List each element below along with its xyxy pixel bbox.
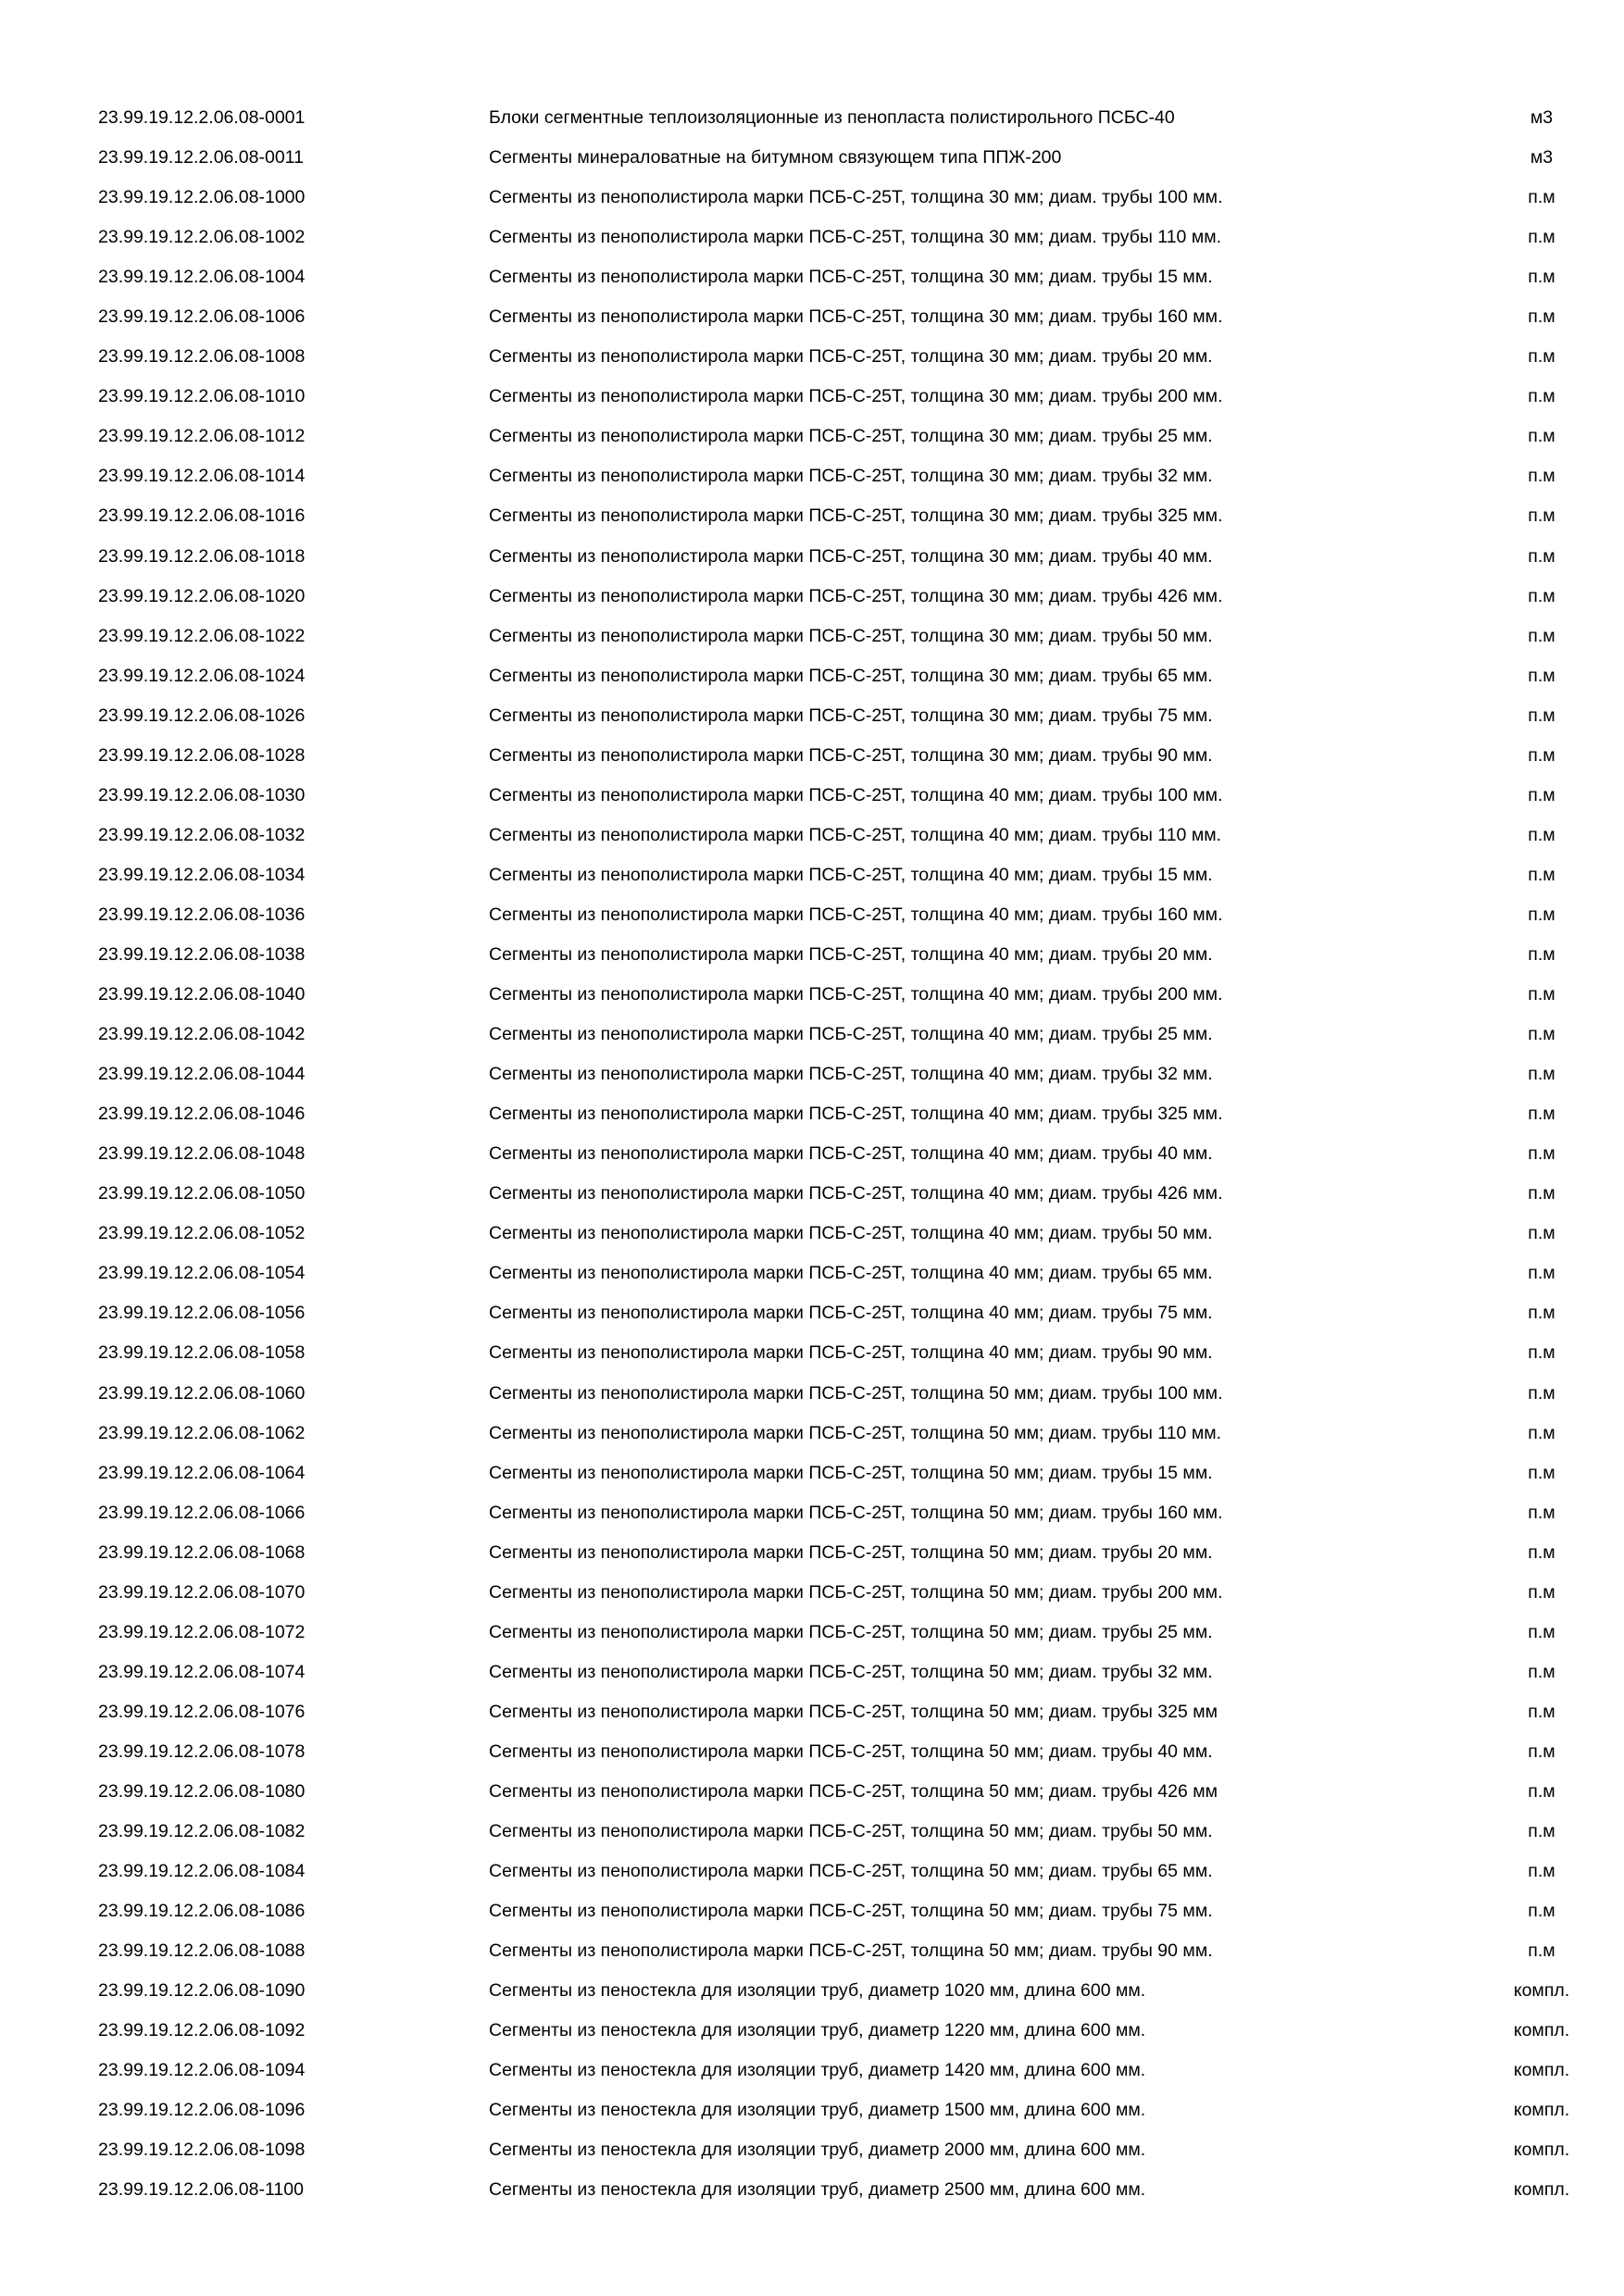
table-row — [0, 1937, 1624, 1977]
table-row — [0, 1259, 1624, 1299]
resource-unit: п.м — [1528, 386, 1555, 407]
table-row — [0, 2016, 1624, 2056]
resource-code: 23.99.19.12.2.06.08-1090 — [98, 1980, 306, 2002]
resource-unit: п.м — [1528, 1701, 1555, 1722]
resource-unit: п.м — [1528, 904, 1555, 925]
table-row — [0, 1857, 1624, 1897]
table-row — [0, 582, 1624, 622]
resource-code: 23.99.19.12.2.06.08-1060 — [98, 1382, 306, 1404]
resource-name: Сегменты из пенополистирола марки ПСБ-С-25Т, толщина 50 мм; диам. трубы 110 мм. — [489, 1422, 1222, 1443]
resource-name: Сегменты из пенополистирола марки ПСБ-С-25Т, толщина 30 мм; диам. трубы 32 мм. — [489, 466, 1213, 487]
resource-code: 23.99.19.12.2.06.08-1030 — [98, 784, 306, 805]
table-row — [0, 1539, 1624, 1578]
table-row — [0, 781, 1624, 821]
resource-unit: п.м — [1528, 1741, 1555, 1762]
resource-name: Сегменты из пенополистирола марки ПСБ-С-25Т, толщина 40 мм; диам. трубы 40 мм. — [489, 1143, 1213, 1165]
table-row — [0, 1020, 1624, 1060]
resource-code: 23.99.19.12.2.06.08-1040 — [98, 984, 306, 1005]
resource-unit: п.м — [1528, 585, 1555, 606]
resource-name: Сегменты из пенополистирола марки ПСБ-С-25Т, толщина 40 мм; диам. трубы 426 мм. — [489, 1183, 1223, 1204]
resource-name: Сегменты из пенополистирола марки ПСБ-С-25Т, толщина 40 мм; диам. трубы 20 мм. — [489, 943, 1213, 965]
resource-unit: п.м — [1528, 1502, 1555, 1523]
resource-code: 23.99.19.12.2.06.08-1086 — [98, 1901, 306, 1922]
table-row — [0, 1658, 1624, 1698]
resource-code: 23.99.19.12.2.06.08-1002 — [98, 227, 306, 248]
table-row — [0, 543, 1624, 582]
resource-unit: п.м — [1528, 466, 1555, 487]
resource-unit: п.м — [1528, 1621, 1555, 1642]
table-row — [0, 343, 1624, 382]
resource-code: 23.99.19.12.2.06.08-0001 — [98, 107, 306, 128]
table-row — [0, 263, 1624, 303]
resource-code: 23.99.19.12.2.06.08-1036 — [98, 904, 306, 925]
resource-name: Сегменты из пенополистирола марки ПСБ-С-25Т, толщина 30 мм; диам. трубы 90 мм. — [489, 744, 1213, 766]
resource-code: 23.99.19.12.2.06.08-1096 — [98, 2100, 306, 2121]
resource-unit: компл. — [1513, 2020, 1570, 2041]
table-row — [0, 2096, 1624, 2136]
table-row — [0, 462, 1624, 502]
table-row — [0, 821, 1624, 861]
resource-code: 23.99.19.12.2.06.08-1032 — [98, 824, 306, 845]
resource-code: 23.99.19.12.2.06.08-1100 — [98, 2179, 304, 2201]
resource-name: Сегменты из пеностекла для изоляции труб, диаметр 1420 мм, длина 600 мм. — [489, 2060, 1146, 2081]
resource-name: Сегменты из пенополистирола марки ПСБ-С-25Т, толщина 50 мм; диам. трубы 90 мм. — [489, 1940, 1213, 1962]
resource-name: Сегменты из пенополистирола марки ПСБ-С-25Т, толщина 50 мм; диам. трубы 160 мм. — [489, 1502, 1223, 1523]
resource-code: 23.99.19.12.2.06.08-1084 — [98, 1861, 306, 1882]
resource-name: Сегменты из пенополистирола марки ПСБ-С-25Т, толщина 30 мм; диам. трубы 160 мм. — [489, 306, 1223, 328]
resource-code: 23.99.19.12.2.06.08-1048 — [98, 1143, 306, 1165]
resource-code: 23.99.19.12.2.06.08-1094 — [98, 2060, 306, 2081]
resource-unit: п.м — [1528, 1303, 1555, 1324]
table-row — [0, 1140, 1624, 1179]
resource-unit: п.м — [1528, 346, 1555, 368]
resource-code: 23.99.19.12.2.06.08-1072 — [98, 1621, 306, 1642]
resource-unit: компл. — [1513, 2179, 1570, 2201]
table-row — [0, 1060, 1624, 1100]
resource-code: 23.99.19.12.2.06.08-1074 — [98, 1661, 306, 1682]
table-row — [0, 1977, 1624, 2016]
resource-unit: п.м — [1528, 1821, 1555, 1842]
resource-unit: п.м — [1528, 1263, 1555, 1284]
resource-name: Сегменты из пенополистирола марки ПСБ-С-25Т, толщина 40 мм; диам. трубы 65 мм. — [489, 1263, 1213, 1284]
resource-name: Сегменты из пенополистирола марки ПСБ-С-25Т, толщина 50 мм; диам. трубы 50 мм. — [489, 1821, 1213, 1842]
resource-unit: компл. — [1513, 2060, 1570, 2081]
resource-unit: п.м — [1528, 864, 1555, 885]
resource-name: Сегменты из пенополистирола марки ПСБ-С-25Т, толщина 50 мм; диам. трубы 15 мм. — [489, 1462, 1213, 1483]
resource-unit: м3 — [1530, 107, 1554, 128]
resource-name: Сегменты из пенополистирола марки ПСБ-С-25Т, толщина 50 мм; диам. трубы 32 мм. — [489, 1661, 1213, 1682]
resource-name: Сегменты из пенополистирола марки ПСБ-С-25Т, толщина 50 мм; диам. трубы 200 мм. — [489, 1581, 1223, 1603]
table-row — [0, 1339, 1624, 1379]
resource-code: 23.99.19.12.2.06.08-1076 — [98, 1701, 306, 1722]
resource-unit: п.м — [1528, 744, 1555, 766]
resource-unit: п.м — [1528, 187, 1555, 208]
resource-unit: п.м — [1528, 1780, 1555, 1802]
table-row — [0, 1499, 1624, 1539]
table-row — [0, 382, 1624, 422]
resource-code: 23.99.19.12.2.06.08-1044 — [98, 1064, 306, 1085]
table-row — [0, 1698, 1624, 1738]
table-row — [0, 303, 1624, 343]
resource-name: Сегменты из пенополистирола марки ПСБ-С-25Т, толщина 50 мм; диам. трубы 65 мм. — [489, 1861, 1213, 1882]
resource-unit: п.м — [1528, 1342, 1555, 1364]
table-row — [0, 2136, 1624, 2176]
resource-name: Сегменты из пенополистирола марки ПСБ-С-25Т, толщина 40 мм; диам. трубы 110 мм. — [489, 824, 1222, 845]
resource-unit: п.м — [1528, 306, 1555, 328]
resource-name: Сегменты из пенополистирола марки ПСБ-С-25Т, толщина 40 мм; диам. трубы 15 мм. — [489, 864, 1213, 885]
resource-name: Сегменты из пенополистирола марки ПСБ-С-25Т, толщина 50 мм; диам. трубы 325 мм — [489, 1701, 1218, 1722]
resource-code: 23.99.19.12.2.06.08-1028 — [98, 744, 306, 766]
resource-unit: п.м — [1528, 545, 1555, 567]
resource-code: 23.99.19.12.2.06.08-1004 — [98, 267, 306, 288]
resource-unit: п.м — [1528, 1940, 1555, 1962]
resource-unit: п.м — [1528, 824, 1555, 845]
resource-name: Сегменты из пенополистирола марки ПСБ-С-25Т, толщина 30 мм; диам. трубы 426 мм. — [489, 585, 1223, 606]
resource-unit: п.м — [1528, 625, 1555, 646]
resource-code: 23.99.19.12.2.06.08-1000 — [98, 187, 306, 208]
resource-name: Сегменты из пенополистирола марки ПСБ-С-25Т, толщина 30 мм; диам. трубы 50 мм. — [489, 625, 1213, 646]
resource-code: 23.99.19.12.2.06.08-1066 — [98, 1502, 306, 1523]
resource-code: 23.99.19.12.2.06.08-1082 — [98, 1821, 306, 1842]
table-row — [0, 422, 1624, 462]
resource-unit: п.м — [1528, 943, 1555, 965]
resource-code: 23.99.19.12.2.06.08-1064 — [98, 1462, 306, 1483]
table-row — [0, 1738, 1624, 1778]
resource-name: Сегменты из пенополистирола марки ПСБ-С-25Т, толщина 40 мм; диам. трубы 25 мм. — [489, 1024, 1213, 1045]
table-row — [0, 1817, 1624, 1857]
resource-name: Сегменты из пенополистирола марки ПСБ-С-25Т, толщина 50 мм; диам. трубы 25 мм. — [489, 1621, 1213, 1642]
resource-name: Сегменты из пенополистирола марки ПСБ-С-25Т, толщина 50 мм; диам. трубы 75 мм. — [489, 1901, 1213, 1922]
table-row — [0, 1778, 1624, 1817]
resource-name: Сегменты из пенополистирола марки ПСБ-С-25Т, толщина 30 мм; диам. трубы 75 мм. — [489, 705, 1213, 726]
resource-name: Сегменты из пенополистирола марки ПСБ-С-25Т, толщина 40 мм; диам. трубы 325 мм. — [489, 1104, 1223, 1125]
resource-code: 23.99.19.12.2.06.08-1046 — [98, 1104, 306, 1125]
resource-name: Сегменты из пенополистирола марки ПСБ-С-25Т, толщина 30 мм; диам. трубы 20 мм. — [489, 346, 1213, 368]
resource-name: Сегменты из пеностекла для изоляции труб, диаметр 1020 мм, длина 600 мм. — [489, 1980, 1146, 2002]
resource-unit: п.м — [1528, 1541, 1555, 1563]
resource-unit: п.м — [1528, 1104, 1555, 1125]
resource-name: Сегменты из пенополистирола марки ПСБ-С-25Т, толщина 30 мм; диам. трубы 110 мм. — [489, 227, 1222, 248]
resource-unit: п.м — [1528, 267, 1555, 288]
resource-code: 23.99.19.12.2.06.08-1052 — [98, 1223, 306, 1244]
resource-unit: п.м — [1528, 1024, 1555, 1045]
resource-unit: компл. — [1513, 1980, 1570, 2002]
resource-unit: п.м — [1528, 1581, 1555, 1603]
resource-name: Сегменты из пенополистирола марки ПСБ-С-25Т, толщина 40 мм; диам. трубы 90 мм. — [489, 1342, 1213, 1364]
resource-unit: п.м — [1528, 984, 1555, 1005]
table-row — [0, 1379, 1624, 1419]
resource-code: 23.99.19.12.2.06.08-1026 — [98, 705, 306, 726]
resource-code: 23.99.19.12.2.06.08-1078 — [98, 1741, 306, 1762]
resource-code: 23.99.19.12.2.06.08-0011 — [98, 147, 304, 168]
resource-unit: п.м — [1528, 505, 1555, 527]
resource-code: 23.99.19.12.2.06.08-1024 — [98, 665, 306, 686]
resource-unit: компл. — [1513, 2140, 1570, 2161]
resource-name: Сегменты минераловатные на битумном связующем типа ППЖ-200 — [489, 147, 1062, 168]
table-row — [0, 980, 1624, 1020]
resource-name: Сегменты из пенополистирола марки ПСБ-С-25Т, толщина 50 мм; диам. трубы 20 мм. — [489, 1541, 1213, 1563]
table-row — [0, 742, 1624, 781]
resource-name: Сегменты из пенополистирола марки ПСБ-С-25Т, толщина 30 мм; диам. трубы 40 мм. — [489, 545, 1213, 567]
resource-code: 23.99.19.12.2.06.08-1062 — [98, 1422, 306, 1443]
resource-code: 23.99.19.12.2.06.08-1050 — [98, 1183, 306, 1204]
resource-name: Сегменты из пенополистирола марки ПСБ-С-25Т, толщина 30 мм; диам. трубы 100 мм. — [489, 187, 1223, 208]
resource-code: 23.99.19.12.2.06.08-1018 — [98, 545, 306, 567]
resource-unit: м3 — [1530, 147, 1554, 168]
resource-name: Сегменты из пенополистирола марки ПСБ-С-25Т, толщина 40 мм; диам. трубы 32 мм. — [489, 1064, 1213, 1085]
resource-name: Сегменты из пеностекла для изоляции труб, диаметр 1500 мм, длина 600 мм. — [489, 2100, 1146, 2121]
resource-code: 23.99.19.12.2.06.08-1092 — [98, 2020, 306, 2041]
resource-unit: п.м — [1528, 1143, 1555, 1165]
resource-name: Сегменты из пенополистирола марки ПСБ-С-25Т, толщина 30 мм; диам. трубы 65 мм. — [489, 665, 1213, 686]
resource-code: 23.99.19.12.2.06.08-1068 — [98, 1541, 306, 1563]
table-row — [0, 1459, 1624, 1499]
resource-unit: п.м — [1528, 705, 1555, 726]
resource-code: 23.99.19.12.2.06.08-1034 — [98, 864, 306, 885]
resource-name: Сегменты из пенополистирола марки ПСБ-С-25Т, толщина 50 мм; диам. трубы 100 мм. — [489, 1382, 1223, 1404]
table-row — [0, 941, 1624, 980]
resource-name: Сегменты из пенополистирола марки ПСБ-С-25Т, толщина 50 мм; диам. трубы 40 мм. — [489, 1741, 1213, 1762]
resource-code: 23.99.19.12.2.06.08-1080 — [98, 1780, 306, 1802]
resource-code: 23.99.19.12.2.06.08-1058 — [98, 1342, 306, 1364]
resource-unit: п.м — [1528, 1223, 1555, 1244]
resource-unit: компл. — [1513, 2100, 1570, 2121]
resource-name: Сегменты из пенополистирола марки ПСБ-С-25Т, толщина 30 мм; диам. трубы 325 мм. — [489, 505, 1223, 527]
resource-name: Сегменты из пеностекла для изоляции труб, диаметр 2000 мм, длина 600 мм. — [489, 2140, 1146, 2161]
table-row — [0, 861, 1624, 901]
resource-unit: п.м — [1528, 227, 1555, 248]
resource-code: 23.99.19.12.2.06.08-1008 — [98, 346, 306, 368]
table-row — [0, 144, 1624, 183]
table-row — [0, 1219, 1624, 1259]
table-row — [0, 1299, 1624, 1339]
resource-unit: п.м — [1528, 426, 1555, 447]
resource-code: 23.99.19.12.2.06.08-1010 — [98, 386, 306, 407]
table-row — [0, 1419, 1624, 1459]
resource-unit: п.м — [1528, 1861, 1555, 1882]
table-row — [0, 1897, 1624, 1937]
resource-code: 23.99.19.12.2.06.08-1038 — [98, 943, 306, 965]
table-row — [0, 223, 1624, 263]
resource-unit: п.м — [1528, 1183, 1555, 1204]
resource-unit: п.м — [1528, 1064, 1555, 1085]
resource-unit: п.м — [1528, 784, 1555, 805]
resource-name: Сегменты из пенополистирола марки ПСБ-С-25Т, толщина 40 мм; диам. трубы 100 мм. — [489, 784, 1223, 805]
table-row — [0, 2056, 1624, 2096]
resource-unit: п.м — [1528, 1661, 1555, 1682]
resource-name: Сегменты из пенополистирола марки ПСБ-С-25Т, толщина 40 мм; диам. трубы 50 мм. — [489, 1223, 1213, 1244]
resource-code: 23.99.19.12.2.06.08-1020 — [98, 585, 306, 606]
resource-code: 23.99.19.12.2.06.08-1056 — [98, 1303, 306, 1324]
table-row — [0, 502, 1624, 542]
resource-code: 23.99.19.12.2.06.08-1014 — [98, 466, 306, 487]
resource-name: Блоки сегментные теплоизоляционные из пенопласта полистирольного ПСБС-40 — [489, 107, 1175, 128]
table-row — [0, 622, 1624, 662]
resource-name: Сегменты из пенополистирола марки ПСБ-С-25Т, толщина 50 мм; диам. трубы 426 мм — [489, 1780, 1218, 1802]
resource-name: Сегменты из пенополистирола марки ПСБ-С-25Т, толщина 30 мм; диам. трубы 15 мм. — [489, 267, 1213, 288]
resource-code: 23.99.19.12.2.06.08-1016 — [98, 505, 306, 527]
resource-name: Сегменты из пеностекла для изоляции труб, диаметр 2500 мм, длина 600 мм. — [489, 2179, 1146, 2201]
resource-unit: п.м — [1528, 1382, 1555, 1404]
resource-code: 23.99.19.12.2.06.08-1022 — [98, 625, 306, 646]
table-row — [0, 901, 1624, 941]
resource-name: Сегменты из пеностекла для изоляции труб, диаметр 1220 мм, длина 600 мм. — [489, 2020, 1146, 2041]
resource-code: 23.99.19.12.2.06.08-1006 — [98, 306, 306, 328]
table-row — [0, 1618, 1624, 1658]
resource-name: Сегменты из пенополистирола марки ПСБ-С-25Т, толщина 40 мм; диам. трубы 200 мм. — [489, 984, 1223, 1005]
resource-unit: п.м — [1528, 1462, 1555, 1483]
table-row — [0, 1578, 1624, 1618]
resource-unit: п.м — [1528, 1901, 1555, 1922]
resource-code: 23.99.19.12.2.06.08-1054 — [98, 1263, 306, 1284]
resource-name: Сегменты из пенополистирола марки ПСБ-С-25Т, толщина 40 мм; диам. трубы 160 мм. — [489, 904, 1223, 925]
resource-unit: п.м — [1528, 665, 1555, 686]
resource-name: Сегменты из пенополистирола марки ПСБ-С-25Т, толщина 30 мм; диам. трубы 200 мм. — [489, 386, 1223, 407]
resource-unit: п.м — [1528, 1422, 1555, 1443]
table-row — [0, 702, 1624, 742]
resource-code: 23.99.19.12.2.06.08-1012 — [98, 426, 306, 447]
table-row — [0, 662, 1624, 702]
table-row — [0, 183, 1624, 223]
resource-code: 23.99.19.12.2.06.08-1042 — [98, 1024, 306, 1045]
resource-name: Сегменты из пенополистирола марки ПСБ-С-25Т, толщина 40 мм; диам. трубы 75 мм. — [489, 1303, 1213, 1324]
table-row — [0, 1179, 1624, 1219]
resource-list — [0, 104, 1624, 2215]
table-row — [0, 2176, 1624, 2215]
table-row — [0, 1100, 1624, 1140]
resource-name: Сегменты из пенополистирола марки ПСБ-С-25Т, толщина 30 мм; диам. трубы 25 мм. — [489, 426, 1213, 447]
resource-code: 23.99.19.12.2.06.08-1070 — [98, 1581, 306, 1603]
resource-code: 23.99.19.12.2.06.08-1098 — [98, 2140, 306, 2161]
resource-code: 23.99.19.12.2.06.08-1088 — [98, 1940, 306, 1962]
table-row — [0, 104, 1624, 144]
